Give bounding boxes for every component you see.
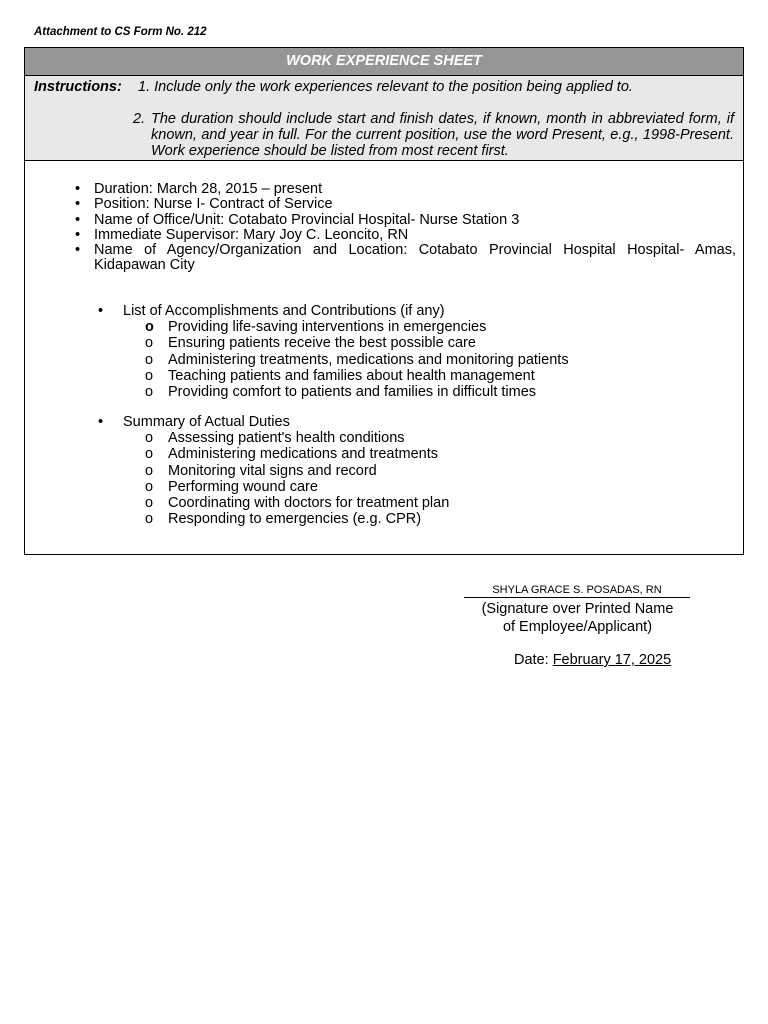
- duty-text: Assessing patient's health conditions: [168, 430, 405, 446]
- accomplishment-item: [98, 319, 698, 335]
- detail-duration: • Duration: March 28, 2015 – present: [75, 182, 736, 197]
- accomplishments-list: [98, 319, 698, 400]
- list-marker: o: [145, 446, 154, 463]
- signature-printed-name: SHYLA GRACE S. POSADAS, RN: [464, 584, 690, 598]
- accomplishments-section: [98, 303, 698, 400]
- duty-item: [98, 463, 698, 479]
- detail-supervisor: • Immediate Supervisor: Mary Joy C. Leoncito, RN: [75, 228, 736, 243]
- instruction-2-number: 2.: [133, 111, 146, 127]
- accomplishment-item: [98, 335, 698, 351]
- detail-position: • Position: Nurse I- Contract of Service: [75, 197, 736, 212]
- detail-office-unit: • Name of Office/Unit: Cotabato Provincial Hospital- Nurse Station 3: [75, 213, 736, 228]
- duty-item: [98, 511, 698, 527]
- accomplishment-text: Providing life-saving interventions in emergencies: [168, 319, 487, 335]
- list-marker: o: [145, 462, 154, 479]
- duty-text: Coordinating with doctors for treatment plan: [168, 495, 450, 512]
- detail-agency-location: • Name of Agency/Organization and Location: Cotabato Provincial Hospital Hospital- Amas, Kidapawan City: [75, 243, 736, 274]
- duties-section: [98, 414, 698, 528]
- list-marker: o: [145, 384, 154, 401]
- list-marker: o: [145, 478, 154, 495]
- accomplishment-item: [98, 368, 698, 384]
- duty-text: Responding to emergencies (e.g. CPR): [168, 511, 422, 528]
- instruction-1-number: 1.: [138, 79, 151, 95]
- attachment-label: Attachment to CS Form No. 212: [34, 26, 207, 38]
- list-marker: o: [145, 335, 154, 352]
- accomplishment-item: [98, 352, 698, 368]
- date-label: Date:: [514, 652, 553, 668]
- list-marker: o: [145, 319, 154, 335]
- signature-caption: [470, 600, 685, 636]
- experience-details-list: [75, 182, 736, 274]
- date-line: [514, 652, 671, 668]
- instructions-box: [25, 76, 743, 161]
- date-value: February 17, 2025: [552, 652, 672, 668]
- list-marker: o: [145, 351, 154, 368]
- duty-item: [98, 479, 698, 495]
- duty-text: Performing wound care: [168, 478, 318, 495]
- accomplishment-text: Ensuring patients receive the best possible care: [168, 335, 476, 352]
- list-marker: o: [145, 495, 154, 512]
- accomplishment-text: Providing comfort to patients and families in difficult times: [168, 384, 537, 401]
- sheet-title: WORK EXPERIENCE SHEET: [25, 48, 743, 76]
- instruction-item-1: [138, 79, 633, 95]
- work-experience-sheet: [24, 47, 744, 555]
- accomplishment-text: Teaching patients and families about health management: [168, 367, 535, 384]
- duty-item: [98, 446, 698, 462]
- duty-item: [98, 430, 698, 446]
- signature-caption-line-1: (Signature over Printed Name: [481, 601, 674, 617]
- duty-text: Administering medications and treatments: [168, 446, 438, 463]
- list-marker: o: [145, 430, 154, 446]
- instruction-2-text: The duration should include start and finish dates, if known, month in abbreviated form, if known, and year in full. For the current position, use the word Present, e.g., 1998-Present. Work experience should be listed from most recent first.: [151, 111, 734, 159]
- list-marker: o: [145, 511, 154, 528]
- instruction-item-2: [133, 111, 734, 159]
- duty-text: Monitoring vital signs and record: [168, 462, 377, 479]
- signature-caption-line-2: of Employee/Applicant): [502, 619, 653, 635]
- instruction-1-text: Include only the work experiences relevant to the position being applied to.: [154, 79, 633, 95]
- list-marker: o: [145, 367, 154, 384]
- duty-item: [98, 495, 698, 511]
- instructions-label: Instructions:: [34, 79, 122, 95]
- accomplishments-heading: • List of Accomplishments and Contributions (if any): [98, 303, 698, 319]
- duties-list: [98, 430, 698, 528]
- accomplishment-item: [98, 384, 698, 400]
- accomplishment-text: Administering treatments, medications and monitoring patients: [168, 351, 569, 368]
- duties-heading: • Summary of Actual Duties: [98, 414, 698, 430]
